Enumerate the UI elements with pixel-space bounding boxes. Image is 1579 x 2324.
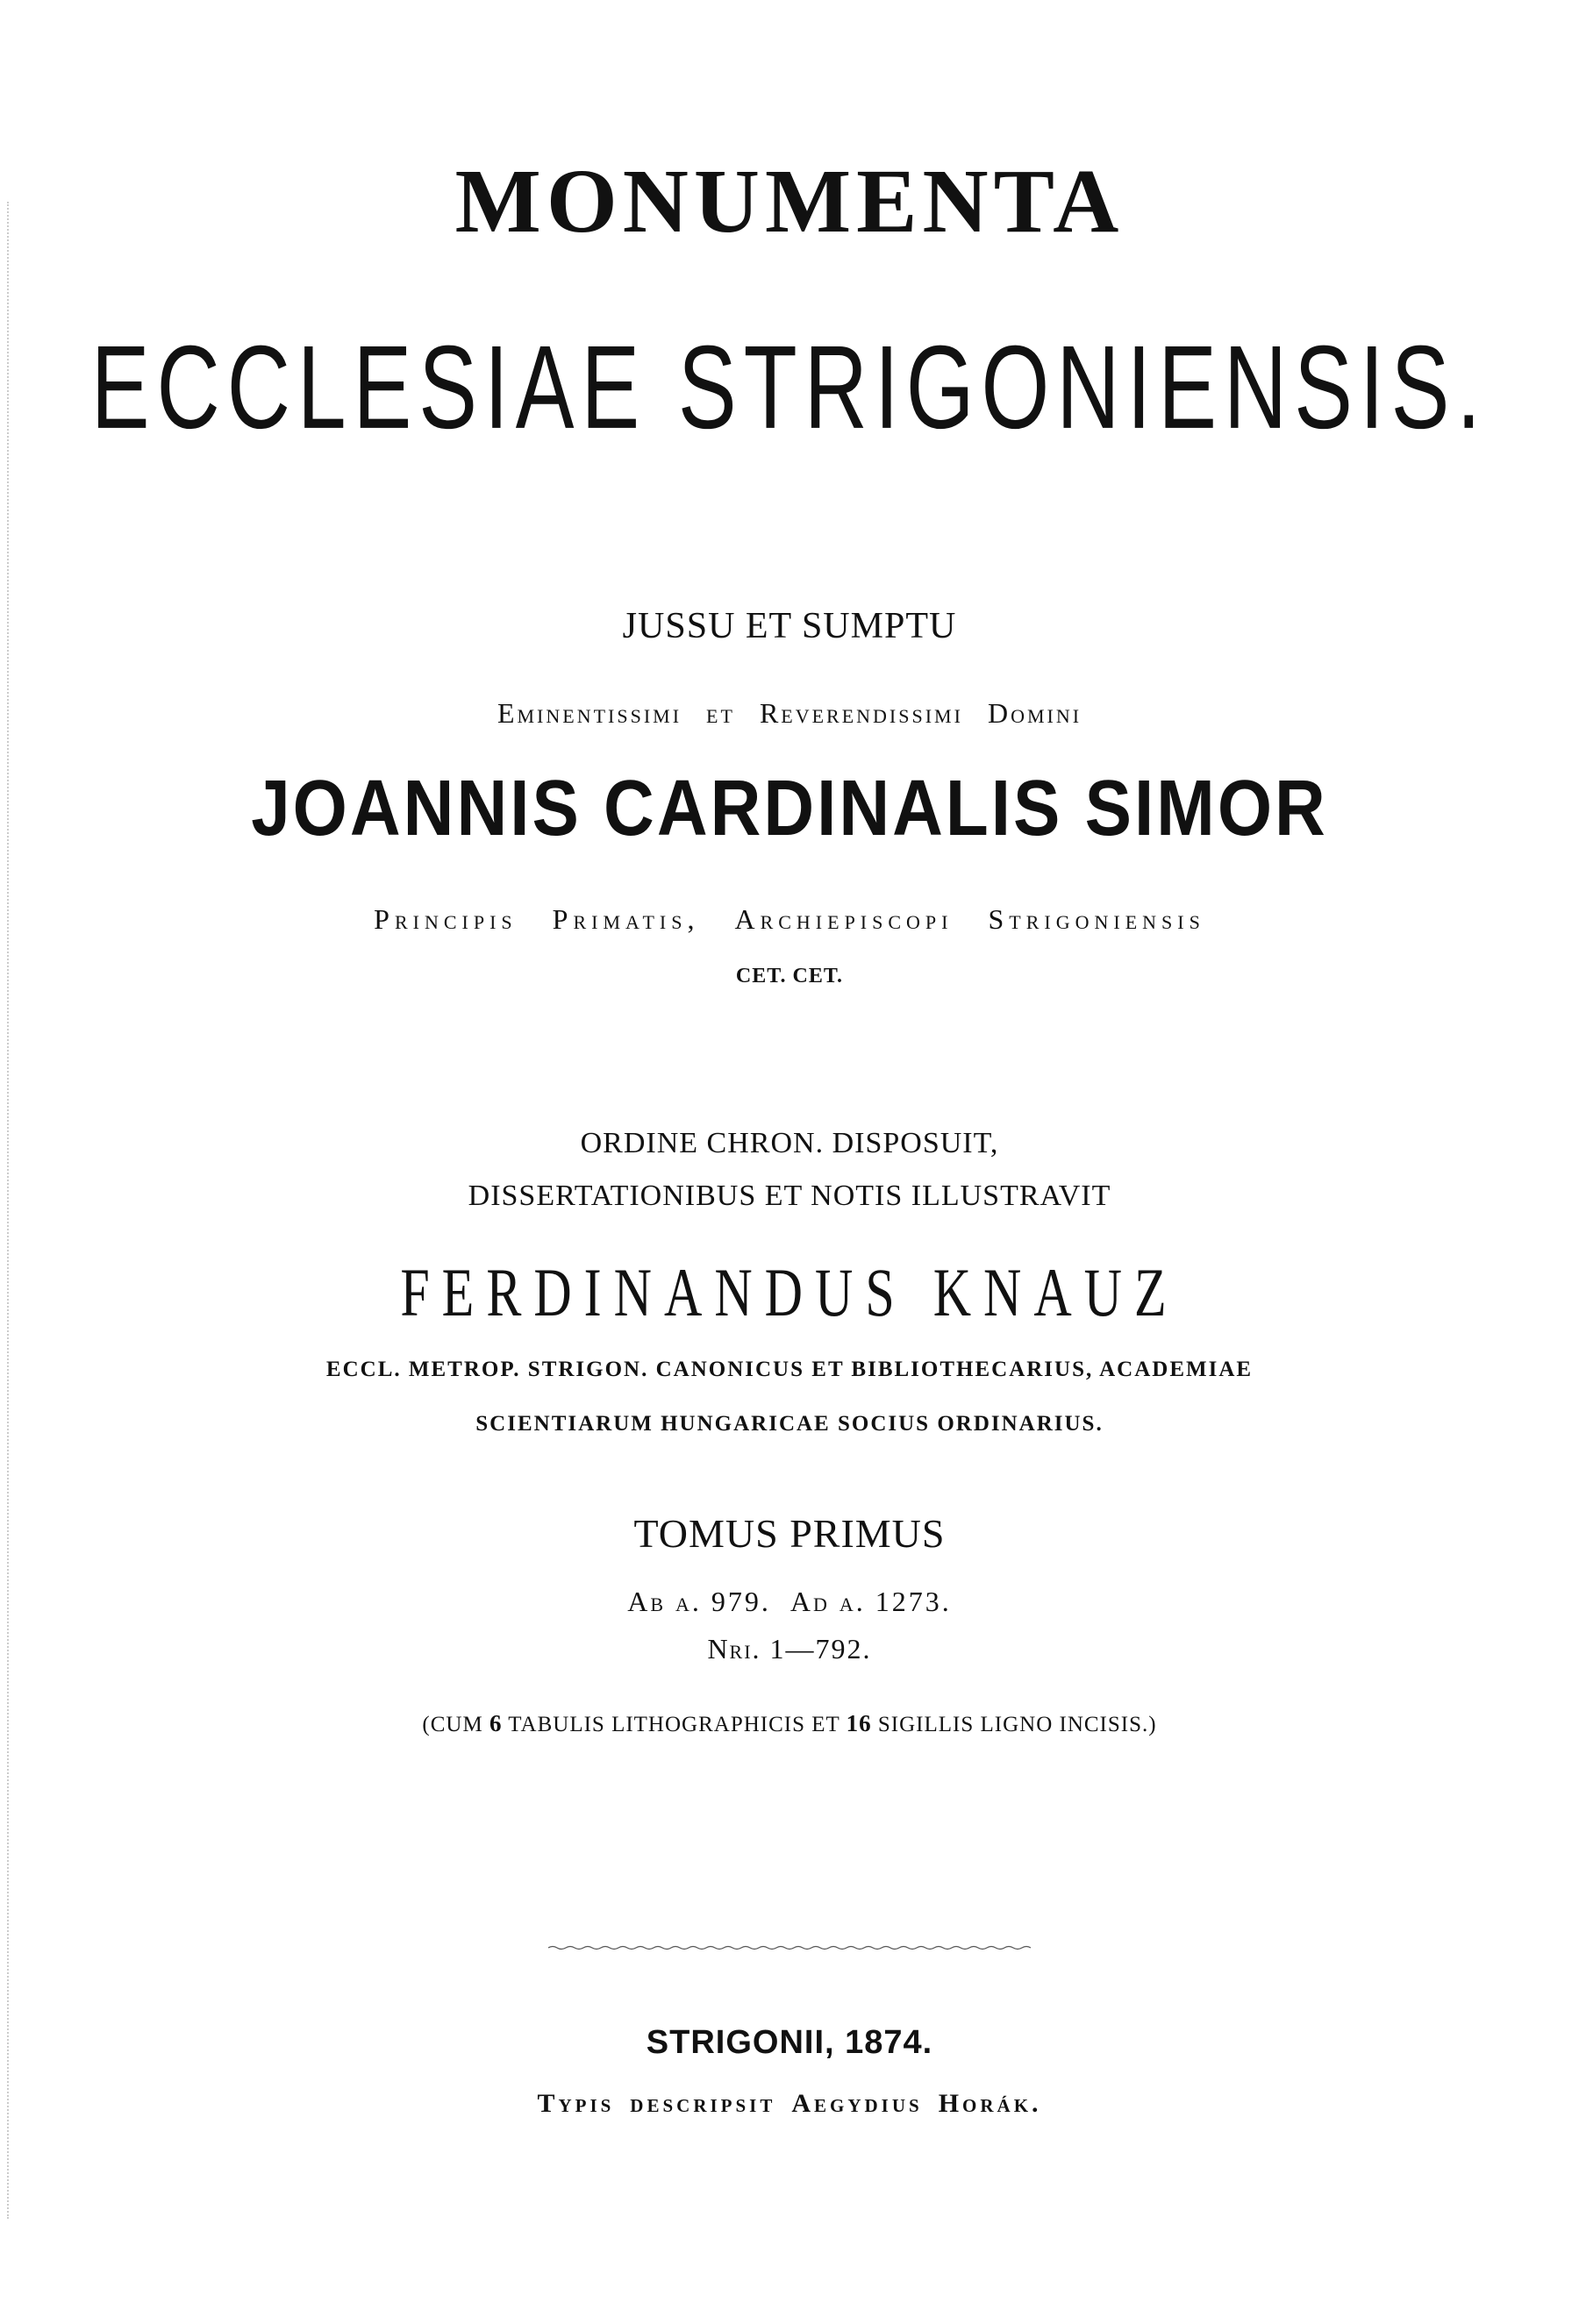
patron-titles: [0, 903, 1579, 936]
dissertationibus-line: DISSERTATIONIBUS ET NOTIS ILLUSTRAVIT: [468, 1180, 1111, 1212]
plates-count: 6: [489, 1710, 503, 1736]
editor-name: [0, 1254, 1579, 1333]
ornamental-rule: [548, 1945, 1035, 1950]
printer-word-3: Aegydius: [791, 2089, 923, 2118]
seals-count: 16: [846, 1710, 872, 1736]
dedication-word-1: Eminentissimi: [497, 697, 682, 729]
ordine-line: ORDINE CHRON. DISPOSUIT,: [580, 1127, 999, 1159]
number-range: Nri. 1—792.: [707, 1633, 872, 1665]
printer-word-4: Horák.: [938, 2089, 1042, 2118]
plates-note: [0, 1710, 1579, 1737]
dedication-word-4: Domini: [987, 697, 1082, 729]
volume-title: TOMUS PRIMUS: [633, 1511, 946, 1556]
title-word-2: Primatis,: [552, 903, 700, 935]
editor-affiliation-line-1: ECCL. METROP. STRIGON. CANONICUS ET BIBLIOTHECARIUS, ACADEMIAE: [325, 1358, 1254, 1381]
editor-affiliation-line-2: SCIENTIARUM HUNGARICAE SOCIUS ORDINARIUS.: [475, 1412, 1104, 1436]
title-line-1: MONUMENTA: [454, 151, 1125, 252]
imprint-place-date: STRIGONII, 1874.: [646, 2024, 933, 2061]
date-range-start: Ab a. 979.: [627, 1586, 771, 1617]
printer-line: [0, 2089, 1579, 2119]
plates-note-part-1: (CUM: [422, 1713, 483, 1736]
dedication-word-3: Reverendissimi: [759, 697, 963, 729]
plates-note-part-2: TABULIS LITHOGRAPHICIS ET: [508, 1713, 840, 1736]
printer-word-1: Typis: [537, 2089, 615, 2118]
patron-name: JOANNIS CARDINALIS SIMOR: [251, 764, 1328, 852]
date-range: [0, 1586, 1579, 1618]
jussu-line: JUSSU ET SUMPTU: [622, 606, 957, 646]
title-word-3: Archiepiscopi: [734, 903, 954, 935]
date-range-end: Ad a. 1273.: [790, 1586, 952, 1617]
cet-line: CET. CET.: [735, 965, 844, 987]
title-line-2: ECCLESIAE STRIGONIENSIS.: [90, 321, 1489, 454]
dedication-word-2: et: [706, 697, 735, 729]
dedication-line: [0, 697, 1579, 730]
printer-word-2: descripsit: [630, 2089, 776, 2118]
plates-note-part-3: SIGILLIS LIGNO INCISIS.): [877, 1713, 1157, 1736]
editor-last-name: KNAUZ: [932, 1255, 1179, 1331]
title-word-1: Principis: [374, 903, 518, 935]
title-word-4: Strigoniensis: [988, 903, 1205, 935]
editor-first-name: FERDINANDUS: [400, 1255, 907, 1331]
